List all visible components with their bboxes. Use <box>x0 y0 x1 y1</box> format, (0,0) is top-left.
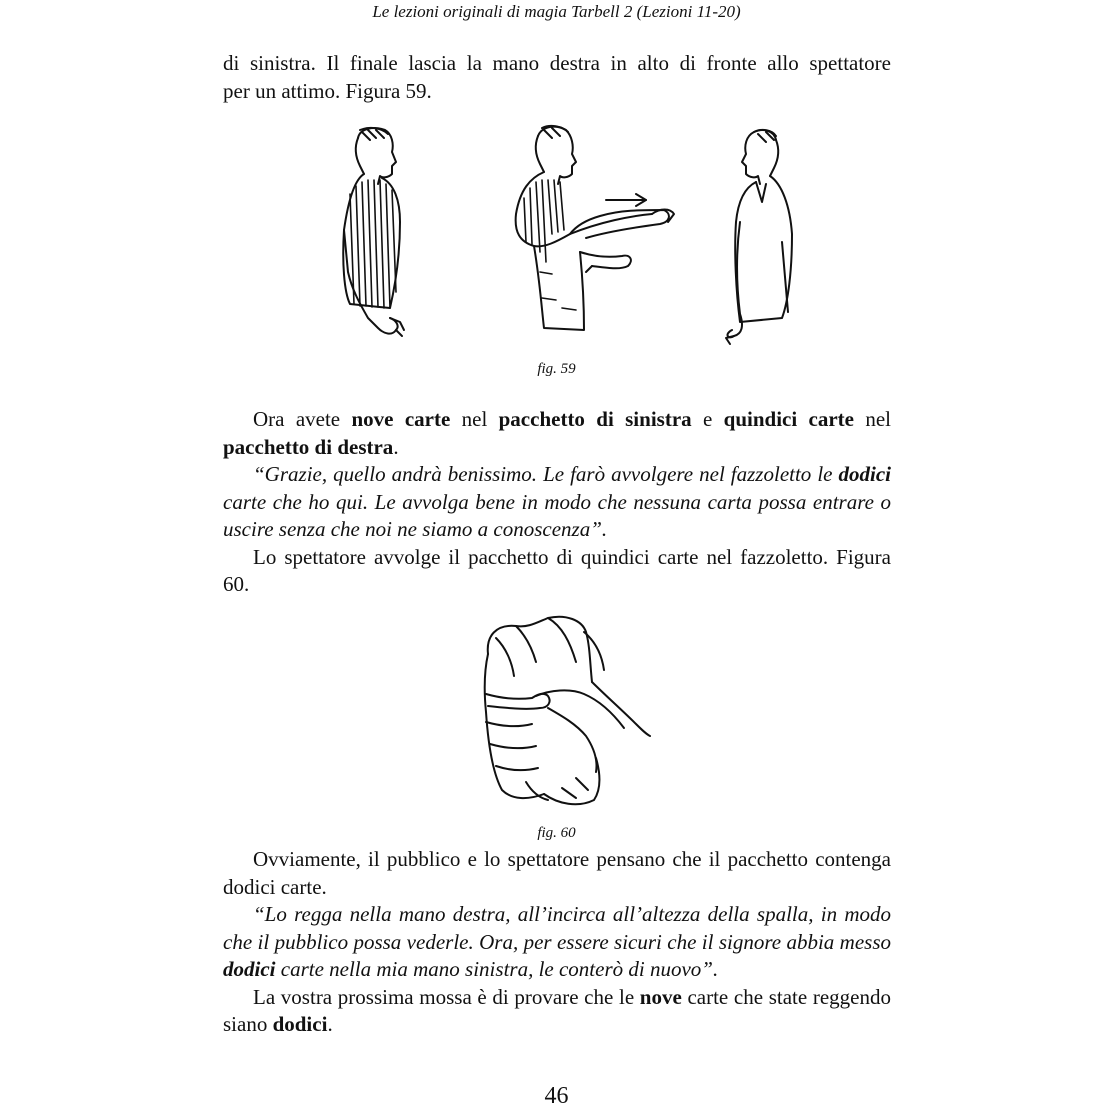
text-line: per un attimo. Figura 59. <box>223 78 432 103</box>
paragraph: Lo spettatore avvolge il pacchetto di quindici carte nel fazzoletto. Figura 60. <box>223 544 891 596</box>
running-header: Le lezioni originali di magia Tarbell 2 (Lezioni 11-20) <box>372 2 741 21</box>
paragraph-block-2 <box>223 406 891 599</box>
text-run: Ora avete <box>253 407 352 431</box>
bold-run: nove carte <box>351 407 451 431</box>
paragraph-block-1 <box>223 50 891 105</box>
figure-60-caption: fig. 60 <box>537 825 576 841</box>
text-run: e <box>691 407 724 431</box>
text-run: carte che state reggendo siano <box>223 984 891 1036</box>
paragraph-block-3 <box>223 846 891 1039</box>
text-run: carte nella mia mano sinistra, le conterò di nuovo”. <box>275 957 719 981</box>
figure-59-right-man <box>726 130 792 344</box>
text-run: La vostra prossima mossa è di provare che le <box>253 984 640 1009</box>
bold-run: dodici <box>838 462 891 486</box>
bold-run: dodici <box>223 957 276 981</box>
text-run: nel <box>450 407 499 431</box>
text-line: di sinistra. Il finale lascia la mano destra in alto di fronte allo spettatore <box>223 51 891 75</box>
paragraph <box>223 984 891 1039</box>
figure-60-illustration <box>466 612 656 818</box>
quote-paragraph <box>223 461 891 544</box>
figure-59-left-man <box>343 128 404 336</box>
quote-paragraph <box>223 901 891 984</box>
text-run: carte che ho qui. Le avvolga bene in modo che nessuna carta possa entrare o uscire senza che noi ne siamo a conoscenza”. <box>223 489 891 541</box>
figure-59-illustration <box>330 122 800 354</box>
text-run: nel <box>854 407 891 431</box>
text-run: “Grazie, quello andrà benissimo. Le farò avvolgere nel fazzoletto le <box>253 462 839 486</box>
paragraph <box>223 406 891 461</box>
bold-run: quindici carte <box>723 407 854 431</box>
bold-run: pacchetto di destra <box>223 434 394 459</box>
bold-run: pacchetto di sinistra <box>498 407 692 431</box>
page-number: 46 <box>544 1083 569 1109</box>
text-run: “Lo regga nella mano destra, all’incirca all’altezza della spalla, in modo che il pubblico possa vederle. Ora, per essere sicuri che il signore abbia messo <box>223 902 891 954</box>
figure-59-caption: fig. 59 <box>537 361 576 377</box>
figure-59-middle-man <box>516 126 674 330</box>
text-run: . <box>327 1012 333 1036</box>
paragraph: Ovviamente, il pubblico e lo spettatore pensano che il pacchetto contenga dodici carte. <box>223 847 891 899</box>
text-run: . <box>393 434 399 459</box>
bold-run: nove <box>639 984 682 1009</box>
bold-run: dodici <box>272 1012 328 1036</box>
